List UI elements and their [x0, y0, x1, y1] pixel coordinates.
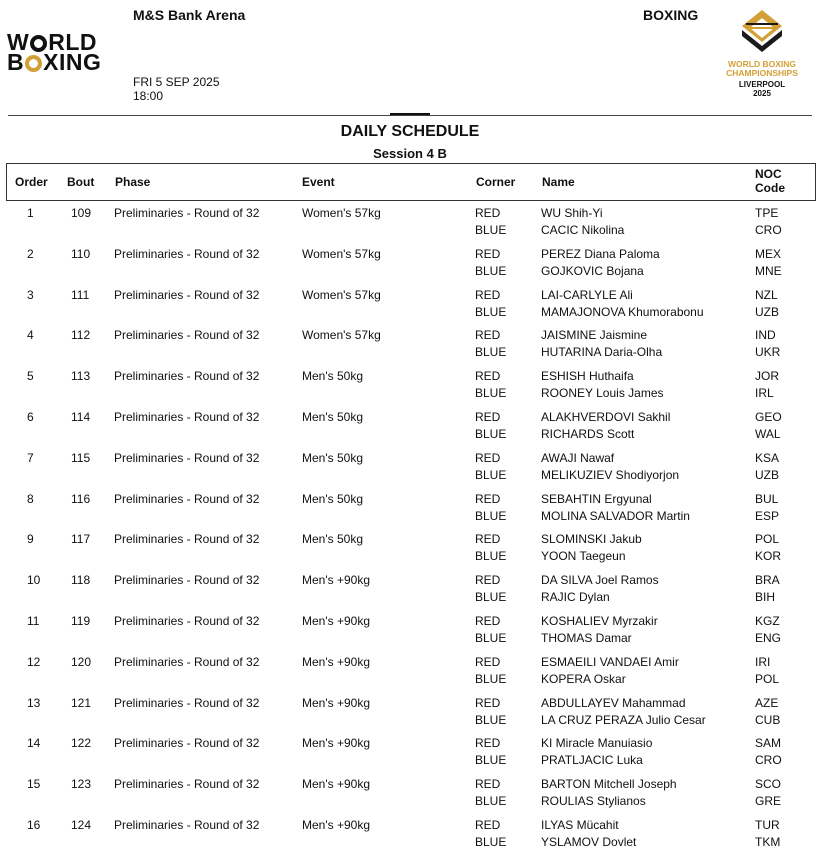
blue-noc-code: UZB: [755, 468, 779, 482]
red-corner-label: RED: [475, 369, 501, 383]
bout-number: 112: [71, 328, 91, 342]
blue-noc-code: GRE: [755, 794, 782, 808]
table-row: [0, 654, 820, 694]
bout-order: 5: [27, 369, 34, 383]
blue-corner-label: BLUE: [475, 672, 507, 686]
bout-number: 111: [71, 288, 90, 302]
bout-phase: Preliminaries - Round of 32: [114, 288, 260, 302]
column-header-order: Order: [15, 175, 48, 189]
red-boxer-name: LAI-CARLYLE Ali: [541, 288, 633, 302]
bout-order: 13: [27, 696, 41, 710]
table-row: [0, 409, 820, 449]
session-datetime: [133, 75, 220, 103]
blue-corner-label: BLUE: [475, 345, 507, 359]
red-noc-code: JOR: [755, 369, 779, 383]
blue-noc-code: ESP: [755, 509, 780, 523]
red-noc-code: SAM: [755, 736, 782, 750]
bout-event: Men's +90kg: [302, 696, 370, 710]
blue-noc-code: MNE: [755, 264, 782, 278]
bout-number: 119: [71, 614, 91, 628]
blue-corner-label: BLUE: [475, 835, 507, 849]
table-row: [0, 776, 820, 816]
column-header-noc-line2: Code: [755, 181, 785, 195]
red-boxer-name: KOSHALIEV Myrzakir: [541, 614, 658, 628]
championships-city: LIVERPOOL: [738, 80, 786, 89]
red-boxer-name: SLOMINSKI Jakub: [541, 532, 642, 546]
blue-corner-label: BLUE: [475, 386, 507, 400]
blue-boxer-name: YOON Taegeun: [541, 549, 626, 563]
red-corner-label: RED: [475, 573, 501, 587]
table-row: [0, 695, 820, 735]
table-row: [0, 491, 820, 531]
blue-boxer-name: THOMAS Damar: [541, 631, 632, 645]
red-noc-code: BUL: [755, 492, 779, 506]
blue-noc-code: IRL: [755, 386, 774, 400]
blue-noc-code: UZB: [755, 305, 779, 319]
red-corner-label: RED: [475, 451, 501, 465]
blue-corner-label: BLUE: [475, 753, 507, 767]
championships-title-line2: CHAMPIONSHIPS: [726, 68, 798, 78]
bout-number: 124: [71, 818, 92, 832]
blue-corner-label: BLUE: [475, 468, 507, 482]
bout-event: Women's 57kg: [302, 328, 381, 342]
red-boxer-name: BARTON Mitchell Joseph: [541, 777, 677, 791]
bout-order: 6: [27, 410, 34, 424]
bout-phase: Preliminaries - Round of 32: [114, 451, 260, 465]
logo-letters: RLD: [48, 29, 97, 55]
blue-corner-label: BLUE: [475, 509, 507, 523]
sport-name: BOXING: [643, 7, 699, 23]
red-noc-code: NZL: [755, 288, 778, 302]
red-corner-label: RED: [475, 410, 501, 424]
table-row: [0, 246, 820, 286]
bout-order: 3: [27, 288, 34, 302]
blue-corner-label: BLUE: [475, 427, 507, 441]
bout-number: 114: [71, 410, 91, 424]
championships-year: 2025: [753, 89, 771, 98]
bout-phase: Preliminaries - Round of 32: [114, 328, 260, 342]
bout-number: 110: [71, 247, 91, 261]
red-noc-code: KSA: [755, 451, 780, 465]
red-noc-code: MEX: [755, 247, 782, 261]
bout-order: 1: [27, 206, 34, 220]
blue-noc-code: KOR: [755, 549, 782, 563]
bout-phase: Preliminaries - Round of 32: [114, 206, 260, 220]
bout-phase: Preliminaries - Round of 32: [114, 736, 260, 750]
bout-number: 121: [71, 696, 92, 710]
blue-noc-code: UKR: [755, 345, 781, 359]
bout-order: 16: [27, 818, 41, 832]
red-noc-code: IRI: [755, 655, 771, 669]
red-corner-label: RED: [475, 736, 501, 750]
blue-boxer-name: HUTARINA Daria-Olha: [541, 345, 663, 359]
bout-phase: Preliminaries - Round of 32: [114, 369, 260, 383]
red-noc-code: IND: [755, 328, 776, 342]
bout-number: 115: [71, 451, 91, 465]
blue-boxer-name: GOJKOVIC Bojana: [541, 264, 644, 278]
blue-corner-label: BLUE: [475, 223, 507, 237]
world-boxing-logo: [7, 29, 135, 74]
red-corner-label: RED: [475, 655, 501, 669]
blue-boxer-name: CACIC Nikolina: [541, 223, 625, 237]
blue-corner-label: BLUE: [475, 549, 507, 563]
session-date: FRI 5 SEP 2025: [133, 75, 220, 89]
bout-order: 2: [27, 247, 34, 261]
column-header-noc-line1: NOC: [755, 167, 782, 181]
blue-boxer-name: LA CRUZ PERAZA Julio Cesar: [541, 713, 706, 727]
blue-noc-code: BIH: [755, 590, 776, 604]
bout-number: 116: [71, 492, 91, 506]
table-row: [0, 735, 820, 775]
blue-corner-label: BLUE: [475, 713, 507, 727]
bout-number: 122: [71, 736, 92, 750]
column-header-name: Name: [542, 175, 575, 189]
bout-order: 9: [27, 532, 34, 546]
bout-event: Men's +90kg: [302, 777, 370, 791]
red-corner-label: RED: [475, 206, 501, 220]
table-row: [0, 613, 820, 653]
red-boxer-name: ABDULLAYEV Mahammad: [541, 696, 686, 710]
blue-noc-code: WAL: [755, 427, 781, 441]
column-header-corner: Corner: [476, 175, 516, 189]
blue-noc-code: CUB: [755, 713, 781, 727]
blue-boxer-name: PRATLJACIC Luka: [541, 753, 643, 767]
bout-event: Women's 57kg: [302, 247, 381, 261]
bout-order: 12: [27, 655, 41, 669]
red-corner-label: RED: [475, 696, 501, 710]
red-boxer-name: ALAKHVERDOVI Sakhil: [541, 410, 671, 424]
bout-phase: Preliminaries - Round of 32: [114, 614, 260, 628]
bout-event: Men's +90kg: [302, 614, 370, 628]
blue-corner-label: BLUE: [475, 590, 507, 604]
blue-boxer-name: MOLINA SALVADOR Martin: [541, 509, 690, 523]
red-noc-code: BRA: [755, 573, 780, 587]
bout-phase: Preliminaries - Round of 32: [114, 655, 260, 669]
column-header-bout: Bout: [67, 175, 95, 189]
bout-event: Men's +90kg: [302, 655, 370, 669]
table-row: [0, 531, 820, 571]
blue-boxer-name: RAJIC Dylan: [541, 590, 610, 604]
bout-phase: Preliminaries - Round of 32: [114, 247, 260, 261]
blue-boxer-name: YSLAMOV Dovlet: [541, 835, 637, 849]
table-row: [0, 572, 820, 612]
bout-order: 10: [27, 573, 41, 587]
red-corner-label: RED: [475, 247, 501, 261]
red-boxer-name: ESHISH Huthaifa: [541, 369, 634, 383]
bout-phase: Preliminaries - Round of 32: [114, 696, 260, 710]
blue-noc-code: CRO: [755, 753, 782, 767]
blue-noc-code: ENG: [755, 631, 782, 645]
bout-event: Men's +90kg: [302, 736, 370, 750]
bout-order: 11: [27, 614, 40, 628]
red-noc-code: TPE: [755, 206, 779, 220]
bout-number: 113: [71, 369, 91, 383]
bout-order: 15: [27, 777, 41, 791]
bout-phase: Preliminaries - Round of 32: [114, 492, 260, 506]
red-corner-label: RED: [475, 614, 501, 628]
red-noc-code: GEO: [755, 410, 782, 424]
red-noc-code: TUR: [755, 818, 780, 832]
blue-noc-code: TKM: [755, 835, 781, 849]
bout-event: Women's 57kg: [302, 288, 381, 302]
column-header-phase: Phase: [115, 175, 151, 189]
bout-phase: Preliminaries - Round of 32: [114, 410, 260, 424]
table-row: [0, 450, 820, 490]
bout-order: 14: [27, 736, 41, 750]
logo-letter: B: [7, 49, 25, 75]
blue-boxer-name: MAMAJONOVA Khumorabonu: [541, 305, 704, 319]
red-corner-label: RED: [475, 532, 501, 546]
red-noc-code: KGZ: [755, 614, 780, 628]
blue-boxer-name: ROULIAS Stylianos: [541, 794, 646, 808]
bout-number: 120: [71, 655, 92, 669]
bout-event: Men's +90kg: [302, 573, 370, 587]
bout-order: 8: [27, 492, 34, 506]
table-row: [0, 287, 820, 327]
red-noc-code: POL: [755, 532, 780, 546]
session-time: 18:00: [133, 89, 164, 103]
logo-gold-ring-icon: [25, 55, 42, 72]
red-boxer-name: AWAJI Nawaf: [541, 451, 615, 465]
bout-event: Women's 57kg: [302, 206, 381, 220]
table-row: [0, 327, 820, 367]
red-boxer-name: DA SILVA Joel Ramos: [541, 573, 659, 587]
blue-corner-label: BLUE: [475, 264, 507, 278]
blue-boxer-name: KOPERA Oskar: [541, 672, 626, 686]
red-boxer-name: SEBAHTIN Ergyunal: [541, 492, 652, 506]
red-boxer-name: PEREZ Diana Paloma: [541, 247, 660, 261]
table-row: [0, 205, 820, 245]
bout-event: Men's 50kg: [302, 492, 363, 506]
bout-order: 4: [27, 328, 34, 342]
red-corner-label: RED: [475, 777, 501, 791]
red-corner-label: RED: [475, 328, 501, 342]
table-row: [0, 368, 820, 408]
red-boxer-name: ESMAEILI VANDAEI Amir: [541, 655, 679, 669]
column-header-event: Event: [302, 175, 335, 189]
blue-corner-label: BLUE: [475, 305, 507, 319]
bout-phase: Preliminaries - Round of 32: [114, 573, 260, 587]
blue-noc-code: CRO: [755, 223, 782, 237]
bout-event: Men's 50kg: [302, 451, 363, 465]
blue-boxer-name: MELIKUZIEV Shodiyorjon: [541, 468, 680, 482]
championships-logo: [716, 8, 808, 104]
bout-order: 7: [27, 451, 34, 465]
bout-event: Men's 50kg: [302, 369, 363, 383]
blue-corner-label: BLUE: [475, 794, 507, 808]
red-noc-code: SCO: [755, 777, 782, 791]
bout-phase: Preliminaries - Round of 32: [114, 818, 260, 832]
bout-event: Men's 50kg: [302, 532, 363, 546]
logo-letter: W: [7, 29, 30, 55]
header-divider-mark: [390, 113, 430, 115]
session-subtitle: Session 4 B: [373, 146, 447, 161]
red-corner-label: RED: [475, 818, 501, 832]
red-corner-label: RED: [475, 492, 501, 506]
championships-title-line1: WORLD BOXING: [728, 59, 796, 69]
bout-number: 117: [71, 532, 91, 546]
red-boxer-name: WU Shih-Yi: [541, 206, 603, 220]
championships-emblem-icon: [716, 8, 808, 58]
column-header-noc: [755, 167, 785, 195]
bout-number: 109: [71, 206, 92, 220]
red-noc-code: AZE: [755, 696, 779, 710]
red-boxer-name: KI Miracle Manuiasio: [541, 736, 653, 750]
bout-event: Men's +90kg: [302, 818, 370, 832]
blue-noc-code: POL: [755, 672, 780, 686]
blue-boxer-name: ROONEY Louis James: [541, 386, 664, 400]
logo-letters: XING: [43, 49, 102, 75]
header-divider: [8, 115, 812, 116]
page-title: DAILY SCHEDULE: [340, 123, 480, 140]
blue-boxer-name: RICHARDS Scott: [541, 427, 635, 441]
red-boxer-name: JAISMINE Jaismine: [541, 328, 648, 342]
blue-corner-label: BLUE: [475, 631, 507, 645]
red-corner-label: RED: [475, 288, 501, 302]
bout-number: 118: [71, 573, 91, 587]
bout-event: Men's 50kg: [302, 410, 363, 424]
venue-name: M&S Bank Arena: [133, 7, 246, 23]
red-boxer-name: ILYAS Mücahit: [541, 818, 619, 832]
bout-phase: Preliminaries - Round of 32: [114, 532, 260, 546]
bout-number: 123: [71, 777, 92, 791]
table-row: [0, 817, 820, 857]
table-header: [6, 163, 816, 201]
bout-phase: Preliminaries - Round of 32: [114, 777, 260, 791]
